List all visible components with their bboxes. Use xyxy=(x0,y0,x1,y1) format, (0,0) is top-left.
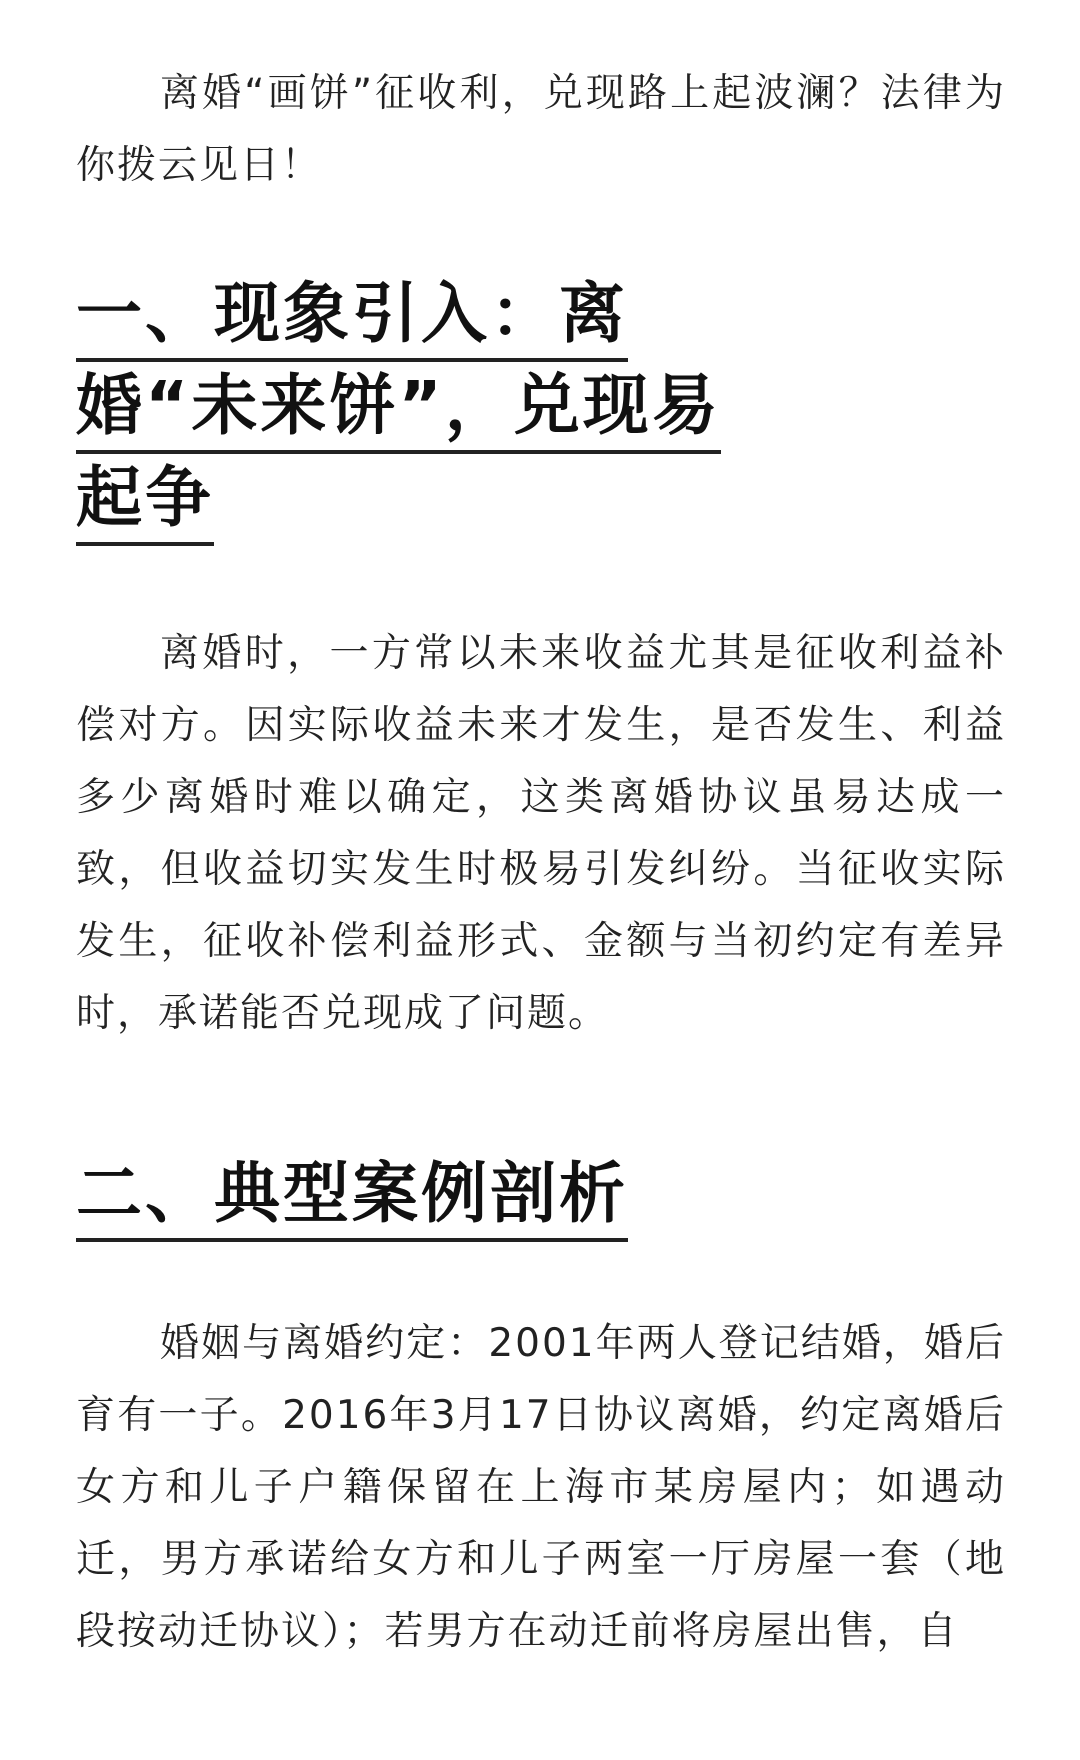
section-1-paragraph: 离婚时，一方常以未来收益尤其是征收利益补偿对方。因实际收益未来才发生，是否发生、利益多少离婚时难以确定，这类离婚协议虽易达成一致，但收益切实发生时极易引发纠纷。当征收实际发生，征收补偿利益形式、金额与当初约定有差异时，承诺能否兑现成了问题。 xyxy=(76,631,1006,1036)
section-2-heading xyxy=(76,1148,876,1240)
intro-paragraph: 离婚“画饼”征收利，兑现路上起波澜？法律为你拨云见日！ xyxy=(76,71,1006,188)
section-1-heading xyxy=(76,268,756,544)
section-2-paragraph: 婚姻与离婚约定：2001年两人登记结婚，婚后育有一子。2016年3月17日协议离婚，约定离婚后女方和儿子户籍保留在上海市某房屋内；如遇动迁，男方承诺给女方和儿子两室一厅房屋一套（地段按动迁协议）；若男方在动迁前将房屋出售，自 xyxy=(76,1321,1006,1654)
section-1-heading-text: 一、现象引入：离婚“未来饼”，兑现易起争 xyxy=(76,275,721,546)
section-2-heading-text: 二、典型案例剖析 xyxy=(76,1155,628,1242)
